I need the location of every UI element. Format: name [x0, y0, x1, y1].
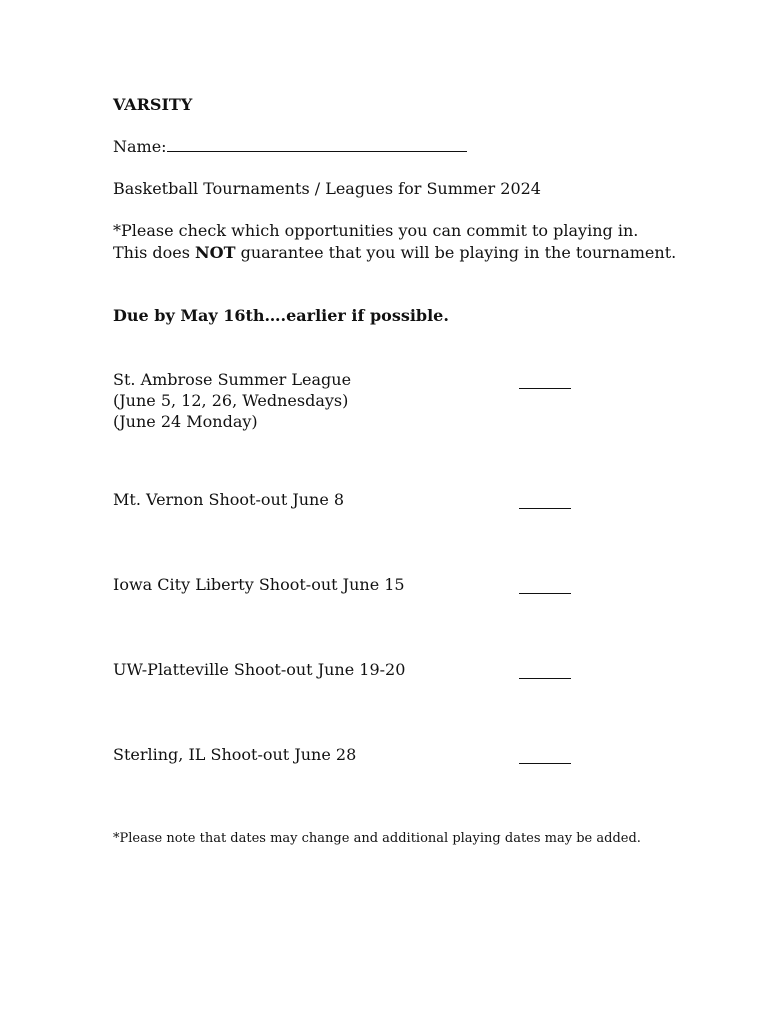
instruction-pre: This does	[113, 243, 196, 262]
name-label: Name:	[113, 137, 167, 156]
event-dates: (June 5, 12, 26, Wednesdays)	[113, 391, 349, 410]
instruction-line-2	[113, 242, 676, 263]
checkbox-line-iowa-city[interactable]	[519, 592, 571, 594]
event-title: Mt. Vernon Shoot-out June 8	[113, 490, 345, 509]
event-iowa-city	[113, 574, 405, 595]
checkbox-line-sterling[interactable]	[519, 762, 571, 764]
event-uw-platteville	[113, 659, 405, 680]
instruction-line-1: *Please check which opportunities you can commit to playing in.	[113, 221, 639, 240]
event-title: UW-Platteville Shoot-out June 19-20	[113, 660, 406, 679]
heading: VARSITY	[113, 95, 193, 114]
footnote: *Please note that dates may change and additional playing dates may be added.	[113, 831, 641, 846]
instruction-post: guarantee that you will be playing in the tournament.	[235, 243, 677, 262]
event-st-ambrose	[113, 369, 351, 432]
event-mt-vernon	[113, 489, 344, 510]
checkbox-line-uw-platteville[interactable]	[519, 677, 571, 679]
event-title: St. Ambrose Summer League	[113, 370, 352, 389]
event-dates: (June 24 Monday)	[113, 412, 258, 431]
subtitle: Basketball Tournaments / Leagues for Summer 2024	[113, 179, 541, 198]
event-sterling	[113, 744, 356, 765]
name-row	[113, 136, 467, 157]
checkbox-line-st-ambrose[interactable]	[519, 387, 571, 389]
checkbox-line-mt-vernon[interactable]	[519, 507, 571, 509]
name-blank-line[interactable]	[167, 137, 467, 152]
instruction-emphasis: NOT	[195, 243, 236, 262]
event-title: Iowa City Liberty Shoot-out June 15	[113, 575, 405, 594]
due-date-notice: Due by May 16th….earlier if possible.	[113, 306, 449, 325]
event-title: Sterling, IL Shoot-out June 28	[113, 745, 357, 764]
